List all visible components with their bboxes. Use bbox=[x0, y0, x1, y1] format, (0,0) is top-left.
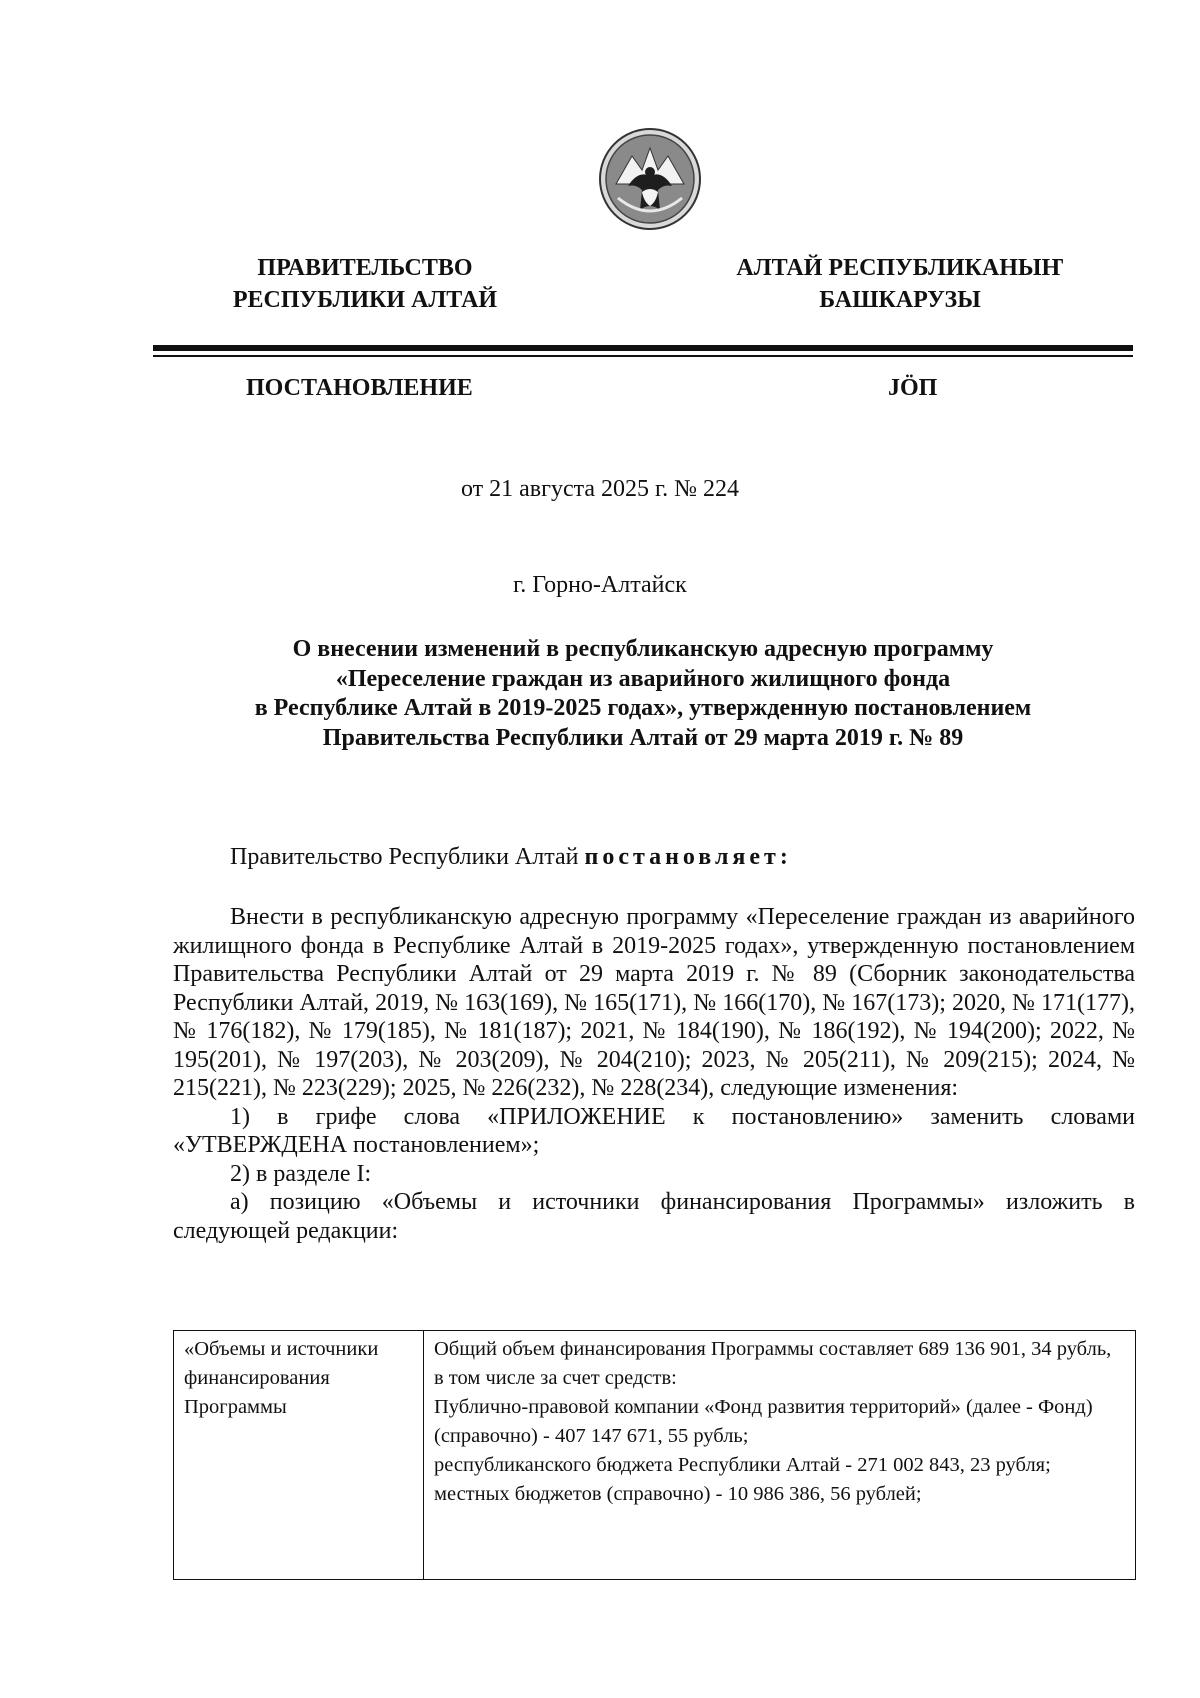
document-city: г. Горно-Алтайск bbox=[513, 572, 687, 598]
table-line-fund: Публично-правовой компании «Фонд развития территорий» (далее - Фонд) (справочно) - 407 147 671, 55 рубль; bbox=[434, 1396, 1093, 1447]
body-paragraph-3: 2) в разделе I: bbox=[230, 1160, 372, 1187]
body-paragraph-2: 1) в грифе слова «ПРИЛОЖЕНИЕ к постановлению» заменить словами «УТВЕРЖДЕНА постановлением»; bbox=[173, 1103, 1135, 1158]
title-line-3: в Республике Алтай в 2019-2025 годах», утвержденную постановлением bbox=[254, 695, 1032, 721]
header-divider-thick bbox=[153, 345, 1133, 351]
document-date-number: от 21 августа 2025 г. № 224 bbox=[460, 476, 740, 502]
resolve-text: Правительство Республики Алтай bbox=[230, 844, 585, 870]
document-body bbox=[173, 903, 1135, 1245]
doc-type-ru: ПОСТАНОВЛЕНИЕ bbox=[246, 375, 473, 401]
table-line-republic: республиканского бюджета Республики Алтай - 271 002 843, 23 рубля; bbox=[434, 1454, 1051, 1476]
table-line-total: Общий объем финансирования Программы составляет 689 136 901, 34 рубль, в том числе за счет средств: bbox=[434, 1338, 1112, 1389]
doc-type-alt: JÖП bbox=[888, 375, 938, 401]
header-left bbox=[210, 252, 520, 316]
title-line-4: Правительства Республики Алтай от 29 марта 2019 г. № 89 bbox=[322, 724, 964, 751]
body-paragraph-4: а) позицию «Объемы и источники финансирования Программы» изложить в следующей редакции: bbox=[173, 1189, 1135, 1244]
header-right-line2: БАШКАРУЗЫ bbox=[819, 287, 981, 313]
resolve-line bbox=[230, 844, 792, 871]
coat-of-arms-icon bbox=[598, 126, 702, 232]
resolve-bold: постановляет: bbox=[584, 844, 792, 870]
document-title bbox=[153, 635, 1133, 753]
header-left-line1: ПРАВИТЕЛЬСТВО bbox=[257, 255, 473, 281]
table-value-cell bbox=[424, 1331, 1136, 1580]
header-divider-thin bbox=[153, 355, 1133, 357]
header-right-line1: АЛТАЙ РЕСПУБЛИКАНЫҤ bbox=[736, 255, 1064, 281]
header-left-line2: РЕСПУБЛИКИ АЛТАЙ bbox=[232, 287, 498, 313]
body-paragraph-1: Внести в республиканскую адресную программу «Переселение граждан из аварийного жилищного фонда в Республике Алтай в 2019-2025 годах», утвержденную постановлением Правительства Республики Алтай от 29 марта 2019 г. № 89 (Сборник законодательства Республики Алтай, 2019, № 163(169), № 165(171), № 166(170), № 167(173); 2020, № 171(177), № 176(182), № 179(185), № 181(187); 2021, № 184(190), № 186(192), № 194(200); 2022, № 195(201), № 197(203), № 203(209), № 204(210); 2023, № 205(211), № 209(215); 2024, № 215(221), № 223(229); 2025, № 226(232), № 228(234), следующие изменения: bbox=[173, 904, 1135, 1101]
title-line-2: «Переселение граждан из аварийного жилищного фонда bbox=[335, 665, 951, 692]
table-row bbox=[174, 1331, 1136, 1580]
financing-table bbox=[173, 1330, 1136, 1580]
table-label-cell: «Объемы и источники финансирования Программы bbox=[174, 1331, 424, 1580]
title-line-1: О внесении изменений в республиканскую адресную программу bbox=[292, 636, 994, 662]
header-right bbox=[735, 252, 1065, 316]
table-line-local: местных бюджетов (справочно) - 10 986 386, 56 рублей; bbox=[434, 1483, 922, 1505]
